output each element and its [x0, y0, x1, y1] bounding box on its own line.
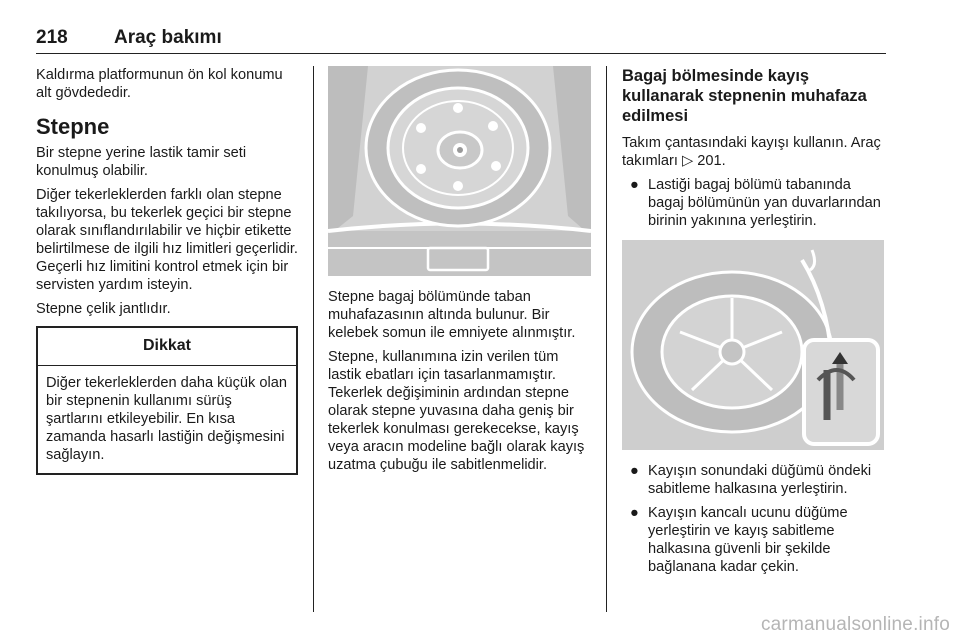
caution-box — [36, 326, 298, 475]
section-title: Araç bakımı — [114, 27, 222, 48]
page-number: 218 — [36, 27, 68, 48]
paragraph: Bir stepne yerine lastik tamir seti konulmuş olabilir. — [36, 145, 247, 179]
paragraph: Stepne bagaj bölümünde taban muhafazasının altında bulunur. Bir kelebek somun ile emniyete alınmıştır. — [328, 289, 576, 341]
spare-wheel-illustration — [328, 66, 591, 276]
bullet-icon: ● — [630, 505, 639, 521]
bullet-icon: ● — [630, 177, 639, 193]
column-3 — [622, 66, 886, 582]
paragraph: Stepne, kullanımına izin verilen tüm lastik ebatları için tasarlanmamıştır. Tekerlek değişiminin ardından stepne olarak stepne yuvasına daha geniş bir tekerlek konulması gerekecekse, kayış veya aracın modeline bağlı olarak kayış uzatma çubuğu ile sabitlenmelidir. — [328, 349, 585, 473]
page-reference[interactable]: 201. — [697, 153, 726, 169]
bullet-icon: ● — [630, 463, 639, 479]
list-item: ● Kayışın kancalı ucunu düğüme yerleştirin ve kayış sabitleme halkasına güvenli bir şekilde bağlanana kadar çekin. — [630, 505, 848, 575]
paragraph: Stepne çelik jantlıdır. — [36, 301, 171, 317]
strap-illustration — [622, 240, 884, 450]
intro-paragraph: Kaldırma platformunun ön kol konumu alt gövdededir. — [36, 67, 283, 101]
spare-wheel-heading: Stepne — [36, 114, 110, 139]
strap-heading: Bagaj bölmesinde kayış kullanarak stepnenin muhafaza edilmesi — [622, 67, 867, 125]
paragraph: Diğer tekerleklerden farklı olan stepne takılıyorsa, bu tekerlek geçici bir stepne olarak sınıflandırılabilir ve hiçbir etikette belirtilmese de ilgili hız limitleri geçerlidir. Geçerli hız limitini kontrol etmek için bir servisten yardım isteyin. — [36, 187, 298, 293]
paragraph: Takım çantasındaki kayışı kullanın. Araç takımları ▷ 201. — [622, 135, 881, 169]
column-divider — [313, 66, 314, 612]
caution-body: Diğer tekerleklerden daha küçük olan bir stepnenin kullanımı sürüş şartlarını etkileyebilir. En kısa zamanda hasarlı lastiğin değişmesini sağlayın. — [46, 375, 287, 463]
caution-title: Dikkat — [38, 328, 296, 366]
bullet-list — [622, 462, 886, 576]
arrow-reference-icon: ▷ — [682, 153, 698, 169]
column-1 — [36, 66, 298, 475]
column-divider — [606, 66, 607, 612]
page-header — [36, 27, 886, 54]
list-item: ● Lastiği bagaj bölümü tabanında bagaj bölümünün yan duvarlarından birinin yakınına yerleştirin. — [630, 177, 881, 229]
watermark: carmanualsonline.info — [760, 614, 950, 635]
list-item: ● Kayışın sonundaki düğümü öndeki sabitleme halkasına yerleştirin. — [630, 463, 872, 497]
column-2 — [328, 66, 591, 480]
bullet-list — [622, 176, 886, 230]
